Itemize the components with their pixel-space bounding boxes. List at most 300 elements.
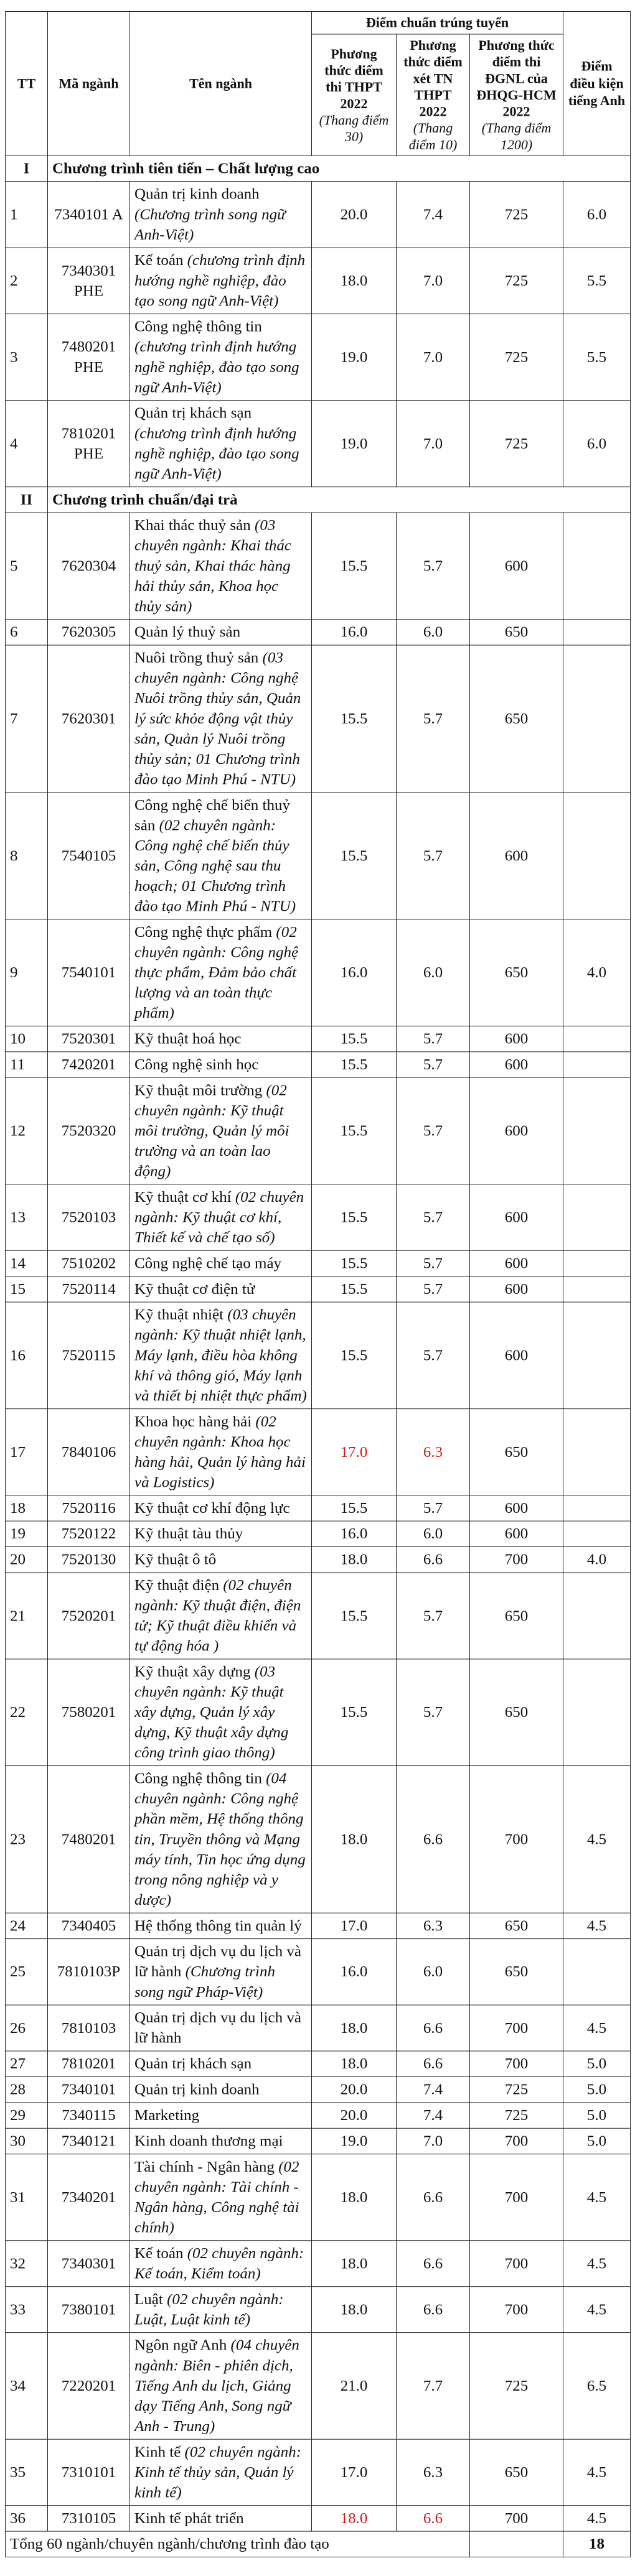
row-dgnl-score: 650 bbox=[470, 1573, 563, 1659]
footer-empty bbox=[470, 2531, 563, 2557]
table-row bbox=[6, 1250, 631, 1276]
row-code: 7520301 bbox=[48, 1026, 130, 1051]
row-eng-score: 4.0 bbox=[563, 919, 631, 1026]
row-dgnl-score: 700 bbox=[470, 2241, 563, 2287]
row-tn-score: 6.6 bbox=[397, 1766, 470, 1913]
row-tt: 29 bbox=[6, 2103, 48, 2128]
table-row bbox=[6, 919, 631, 1026]
row-code: 7340101 bbox=[48, 2076, 130, 2102]
row-name-main: Kế toán bbox=[134, 2245, 187, 2262]
row-tt: 27 bbox=[6, 2051, 48, 2076]
row-name bbox=[130, 1521, 312, 1546]
row-tn-score: 7.0 bbox=[397, 314, 470, 401]
row-thpt-score: 15.5 bbox=[312, 1302, 397, 1409]
row-code: 7810201 PHE bbox=[48, 401, 130, 487]
section-row bbox=[6, 156, 631, 181]
row-thpt-score: 15.5 bbox=[312, 1026, 397, 1051]
table-row bbox=[6, 1184, 631, 1250]
row-code: 7810103P bbox=[48, 1939, 130, 2005]
section-number: II bbox=[6, 487, 48, 513]
row-name-main: Ngôn ngữ Anh bbox=[134, 2337, 231, 2354]
row-tt: 22 bbox=[6, 1659, 48, 1766]
table-row bbox=[6, 1939, 631, 2005]
row-code: 7520114 bbox=[48, 1276, 130, 1302]
row-name bbox=[130, 1077, 312, 1184]
row-name-main: Kỹ thuật nhiệt bbox=[134, 1306, 228, 1324]
row-name-detail: (04 chuyên ngành: Biên - phiên dịch, Tiếng Anh du lịch, Giảng dạy Tiếng Anh, Song ngữ Anh - Trung) bbox=[134, 2337, 299, 2435]
row-name-detail: (chương trình định hướng nghề nghiệp, đào tạo song ngữ Anh-Việt) bbox=[134, 252, 306, 310]
row-tt: 1 bbox=[6, 182, 48, 248]
row-thpt-score: 19.0 bbox=[312, 2128, 397, 2154]
row-eng-score bbox=[563, 1026, 631, 1051]
row-name bbox=[130, 620, 312, 645]
row-tn-score: 7.0 bbox=[397, 401, 470, 487]
row-thpt-score: 20.0 bbox=[312, 2103, 397, 2128]
row-dgnl-score: 600 bbox=[470, 513, 563, 620]
row-tn-score: 5.7 bbox=[397, 1495, 470, 1521]
row-tt: 34 bbox=[6, 2333, 48, 2440]
row-tn-score: 5.7 bbox=[397, 1276, 470, 1302]
row-eng-score bbox=[563, 1276, 631, 1302]
row-thpt-score: 15.5 bbox=[312, 1077, 397, 1184]
row-eng-score: 5.5 bbox=[563, 314, 631, 401]
row-name-detail: (Chương trình song ngữ Anh-Việt) bbox=[134, 206, 286, 243]
row-code: 7520103 bbox=[48, 1184, 130, 1250]
table-header-row bbox=[6, 11, 631, 34]
row-dgnl-score: 700 bbox=[470, 2128, 563, 2154]
row-dgnl-score: 600 bbox=[470, 1184, 563, 1250]
row-name bbox=[130, 248, 312, 314]
row-thpt-score: 16.0 bbox=[312, 1521, 397, 1546]
row-thpt-score: 19.0 bbox=[312, 314, 397, 401]
row-name-main: Quản trị kinh doanh bbox=[134, 2081, 260, 2098]
row-thpt-score: 18.0 bbox=[312, 2154, 397, 2241]
row-eng-score bbox=[563, 1495, 631, 1521]
row-thpt-score: 15.5 bbox=[312, 1495, 397, 1521]
row-code: 7620305 bbox=[48, 620, 130, 645]
row-eng-score: 5.0 bbox=[563, 2103, 631, 2128]
row-eng-score bbox=[563, 513, 631, 620]
row-tn-score: 6.6 bbox=[397, 2154, 470, 2241]
table-row bbox=[6, 182, 631, 248]
row-dgnl-score: 650 bbox=[470, 645, 563, 793]
row-tn-score: 7.0 bbox=[397, 2128, 470, 2154]
row-tt: 30 bbox=[6, 2128, 48, 2154]
row-thpt-score: 15.5 bbox=[312, 1250, 397, 1276]
row-tt: 35 bbox=[6, 2439, 48, 2505]
table-row bbox=[6, 1521, 631, 1546]
row-name-detail: (03 chuyên ngành: Kỹ thuật xây dựng, Quản lý xây dựng, Kỹ thuật xây dựng công trình giao thông) bbox=[134, 1663, 289, 1762]
row-tn-score: 6.6 bbox=[397, 1547, 470, 1573]
row-tt: 12 bbox=[6, 1077, 48, 1184]
row-tt: 33 bbox=[6, 2287, 48, 2333]
row-thpt-score: 18.0 bbox=[312, 1766, 397, 1913]
row-name-main: Khai thác thuỷ sản bbox=[134, 517, 255, 534]
row-dgnl-score: 600 bbox=[470, 1052, 563, 1077]
row-tn-score: 5.7 bbox=[397, 513, 470, 620]
row-name bbox=[130, 1495, 312, 1521]
row-thpt-score: 17.0 bbox=[312, 1913, 397, 1938]
header-dgnl-scale: (Thang điểm 1200) bbox=[481, 120, 552, 152]
row-thpt-score: 16.0 bbox=[312, 620, 397, 645]
row-dgnl-score: 600 bbox=[470, 1276, 563, 1302]
row-tn-score: 5.7 bbox=[397, 1077, 470, 1184]
row-name-main: Công nghệ chế biến thuỷ sản bbox=[134, 797, 290, 834]
row-dgnl-score: 650 bbox=[470, 1659, 563, 1766]
row-tt: 3 bbox=[6, 314, 48, 401]
row-thpt-score: 20.0 bbox=[312, 182, 397, 248]
row-tt: 23 bbox=[6, 1766, 48, 1913]
row-eng-score: 5.0 bbox=[563, 2076, 631, 2102]
row-eng-score bbox=[563, 1939, 631, 2005]
row-tt: 10 bbox=[6, 1026, 48, 1051]
row-dgnl-score: 725 bbox=[470, 2076, 563, 2102]
row-name-detail: (03 chuyên ngành: Kỹ thuật nhiệt lạnh, Máy lạnh, điều hòa không khí và thông gió, Máy lạnh và thiết bị nhiệt thực phẩm) bbox=[134, 1306, 307, 1405]
row-name-detail: (02 chuyên ngành: Luật, Luật kinh tế) bbox=[134, 2291, 284, 2328]
row-code: 7520122 bbox=[48, 1521, 130, 1546]
row-eng-score bbox=[563, 1573, 631, 1659]
row-thpt-score: 20.0 bbox=[312, 2076, 397, 2102]
row-tt: 16 bbox=[6, 1302, 48, 1409]
row-name bbox=[130, 513, 312, 620]
row-code: 7380101 bbox=[48, 2287, 130, 2333]
header-eng: Điểm điều kiện tiếng Anh bbox=[563, 11, 631, 156]
row-tn-score: 7.0 bbox=[397, 248, 470, 314]
row-thpt-score: 15.5 bbox=[312, 1276, 397, 1302]
row-code: 7520320 bbox=[48, 1077, 130, 1184]
row-dgnl-score: 600 bbox=[470, 1250, 563, 1276]
row-name bbox=[130, 1026, 312, 1051]
row-name-main: Kỹ thuật cơ điện tử bbox=[134, 1281, 255, 1298]
row-tt: 15 bbox=[6, 1276, 48, 1302]
row-code: 7620304 bbox=[48, 513, 130, 620]
row-dgnl-score: 650 bbox=[470, 2439, 563, 2505]
row-code: 7540105 bbox=[48, 793, 130, 919]
row-name-detail: (Chương trình song ngữ Pháp-Việt) bbox=[134, 1963, 275, 2001]
row-eng-score bbox=[563, 1052, 631, 1077]
row-tn-score: 7.4 bbox=[397, 2076, 470, 2102]
row-eng-score bbox=[563, 1250, 631, 1276]
footer-row bbox=[6, 2531, 631, 2557]
row-name-detail: (02 chuyên ngành: Kỹ thuật môi trường, Quản lý môi trường và an toàn lao động) bbox=[134, 1082, 289, 1180]
row-tt: 20 bbox=[6, 1547, 48, 1573]
row-name-detail: (02 chuyên ngành: Công nghệ thực phẩm, Đảm bảo chất lượng và an toàn thực phẩm) bbox=[134, 924, 299, 1021]
table-row bbox=[6, 401, 631, 487]
row-name-main: Luật bbox=[134, 2291, 167, 2308]
row-tt: 18 bbox=[6, 1495, 48, 1521]
section-title: Chương trình chuẩn/đại trà bbox=[48, 487, 631, 513]
table-row bbox=[6, 1547, 631, 1573]
row-thpt-score: 17.0 bbox=[312, 1409, 397, 1495]
row-code: 7520115 bbox=[48, 1302, 130, 1409]
row-thpt-score: 18.0 bbox=[312, 2506, 397, 2531]
row-tn-score: 6.3 bbox=[397, 2439, 470, 2505]
row-name-detail: (03 chuyên ngành: Khai thác thuỷ sản, Khai thác hàng hải thủy sản, Khoa học thủy sản) bbox=[134, 517, 292, 615]
row-code: 7310105 bbox=[48, 2506, 130, 2531]
row-eng-score: 4.0 bbox=[563, 1547, 631, 1573]
row-name-main: Khoa học hàng hải bbox=[134, 1413, 256, 1430]
row-dgnl-score: 725 bbox=[470, 2333, 563, 2440]
row-tn-score: 6.0 bbox=[397, 1939, 470, 2005]
row-thpt-score: 18.0 bbox=[312, 2051, 397, 2076]
row-eng-score: 6.5 bbox=[563, 2333, 631, 2440]
row-tt: 4 bbox=[6, 401, 48, 487]
row-tt: 2 bbox=[6, 248, 48, 314]
row-name-detail: (chương trình định hướng nghề nghiệp, đào tạo song ngữ Anh-Việt) bbox=[134, 338, 299, 396]
row-eng-score: 6.0 bbox=[563, 401, 631, 487]
row-tn-score: 7.4 bbox=[397, 2103, 470, 2128]
row-tt: 32 bbox=[6, 2241, 48, 2287]
row-tn-score: 5.7 bbox=[397, 1659, 470, 1766]
row-tt: 6 bbox=[6, 620, 48, 645]
row-tt: 9 bbox=[6, 919, 48, 1026]
section-number: I bbox=[6, 156, 48, 181]
row-name bbox=[130, 1547, 312, 1573]
row-name bbox=[130, 2333, 312, 2440]
row-thpt-score: 15.5 bbox=[312, 1052, 397, 1077]
row-tn-score: 5.7 bbox=[397, 1026, 470, 1051]
row-name-main: Công nghệ thông tin bbox=[134, 318, 262, 335]
row-code: 7540101 bbox=[48, 919, 130, 1026]
row-tn-score: 6.3 bbox=[397, 1913, 470, 1938]
row-tt: 26 bbox=[6, 2005, 48, 2051]
row-tn-score: 5.7 bbox=[397, 1302, 470, 1409]
row-name-detail: (03 chuyên ngành: Công nghệ Nuôi trồng thủy sản, Quản lý sức khỏe động vật thủy sản, Quản lý Nuôi trồng thủy sản; 01 Chương trình đào tạo Minh Phú - NTU) bbox=[134, 649, 301, 788]
table-row bbox=[6, 2005, 631, 2051]
admission-scores-table bbox=[5, 11, 631, 2557]
row-tn-score: 6.0 bbox=[397, 1521, 470, 1546]
row-code: 7340301 bbox=[48, 2241, 130, 2287]
row-dgnl-score: 600 bbox=[470, 1302, 563, 1409]
row-thpt-score: 18.0 bbox=[312, 2005, 397, 2051]
header-code: Mã ngành bbox=[48, 11, 130, 156]
header-tn-scale: (Thang điểm 10) bbox=[408, 120, 458, 152]
row-name-main: Công nghệ sinh học bbox=[134, 1056, 259, 1073]
row-tt: 8 bbox=[6, 793, 48, 919]
row-tn-score: 6.3 bbox=[397, 1409, 470, 1495]
row-name bbox=[130, 1573, 312, 1659]
row-name-main: Quản trị dịch vụ du lịch và lữ hành bbox=[134, 2009, 301, 2047]
table-row bbox=[6, 1052, 631, 1077]
row-name-main: Kỹ thuật hoá học bbox=[134, 1030, 242, 1048]
row-name-main: Kỹ thuật cơ khí động lực bbox=[134, 1500, 290, 1517]
row-name-main: Kỹ thuật xây dựng bbox=[134, 1663, 255, 1680]
row-name bbox=[130, 1184, 312, 1250]
row-name bbox=[130, 1276, 312, 1302]
row-tn-score: 5.7 bbox=[397, 1250, 470, 1276]
row-name-detail: (02 chuyên ngành: Kinh tế thủy sản, Quản lý kinh tế) bbox=[134, 2443, 301, 2501]
row-thpt-score: 15.5 bbox=[312, 1659, 397, 1766]
row-thpt-score: 15.5 bbox=[312, 645, 397, 793]
row-name bbox=[130, 645, 312, 793]
row-name-main: Kỹ thuật tàu thủy bbox=[134, 1525, 243, 1543]
row-name-main: Hệ thống thông tin quản lý bbox=[134, 1917, 302, 1935]
header-thpt: Phương thức điểm thi THPT 2022 (Thang điểm 30) bbox=[312, 34, 397, 156]
row-eng-score: 4.5 bbox=[563, 2005, 631, 2051]
table-row bbox=[6, 2506, 631, 2531]
row-dgnl-score: 600 bbox=[470, 793, 563, 919]
row-eng-score bbox=[563, 620, 631, 645]
table-row bbox=[6, 1276, 631, 1302]
row-eng-score: 5.5 bbox=[563, 248, 631, 314]
row-name-detail: (04 chuyên ngành: Công nghệ phần mềm, Hệ thống thông tin, Truyền thông và Mạng máy tính, Tin học ứng dụng trong nông nghiệp và y dược) bbox=[134, 1770, 306, 1909]
row-name bbox=[130, 2051, 312, 2076]
row-dgnl-score: 700 bbox=[470, 1547, 563, 1573]
row-eng-score bbox=[563, 1077, 631, 1184]
row-name-main: Quản trị kinh doanh bbox=[134, 186, 260, 203]
table-row bbox=[6, 2333, 631, 2440]
row-code: 7310101 bbox=[48, 2439, 130, 2505]
table-row bbox=[6, 2076, 631, 2102]
row-name-main: Kinh tế phát triển bbox=[134, 2510, 244, 2527]
row-name bbox=[130, 2287, 312, 2333]
row-thpt-score: 18.0 bbox=[312, 248, 397, 314]
row-name bbox=[130, 1302, 312, 1409]
section-row bbox=[6, 487, 631, 513]
table-row bbox=[6, 2287, 631, 2333]
row-thpt-score: 17.0 bbox=[312, 2439, 397, 2505]
row-code: 7510202 bbox=[48, 1250, 130, 1276]
row-name-main: Kinh tế bbox=[134, 2443, 185, 2461]
row-name bbox=[130, 2128, 312, 2154]
row-dgnl-score: 600 bbox=[470, 1077, 563, 1184]
row-eng-score bbox=[563, 1409, 631, 1495]
row-code: 7620301 bbox=[48, 645, 130, 793]
row-name bbox=[130, 2076, 312, 2102]
row-dgnl-score: 725 bbox=[470, 248, 563, 314]
row-name bbox=[130, 1250, 312, 1276]
row-code: 7580201 bbox=[48, 1659, 130, 1766]
row-eng-score: 4.5 bbox=[563, 1766, 631, 1913]
row-eng-score: 4.5 bbox=[563, 2154, 631, 2241]
row-dgnl-score: 700 bbox=[470, 2005, 563, 2051]
row-eng-score bbox=[563, 1184, 631, 1250]
row-tt: 31 bbox=[6, 2154, 48, 2241]
table-row bbox=[6, 1573, 631, 1659]
row-tn-score: 6.6 bbox=[397, 2241, 470, 2287]
header-dgnl: Phương thức điểm thi ĐGNL của ĐHQG-HCM 2022 (Thang điểm 1200) bbox=[470, 34, 563, 156]
table-row bbox=[6, 1302, 631, 1409]
row-name-main: Quản lý thuỷ sản bbox=[134, 624, 241, 641]
table-row bbox=[6, 314, 631, 401]
row-name-main: Nuôi trồng thuỷ sản bbox=[134, 649, 263, 667]
row-code: 7520201 bbox=[48, 1573, 130, 1659]
table-row bbox=[6, 645, 631, 793]
row-name bbox=[130, 182, 312, 248]
row-name bbox=[130, 2439, 312, 2505]
row-thpt-score: 18.0 bbox=[312, 2287, 397, 2333]
row-tn-score: 7.7 bbox=[397, 2333, 470, 2440]
row-name-detail: (02 chuyên ngành: Kỹ thuật cơ khí, Thiết kế và chế tạo số) bbox=[134, 1189, 304, 1246]
table-row bbox=[6, 2051, 631, 2076]
row-dgnl-score: 650 bbox=[470, 1939, 563, 2005]
row-name bbox=[130, 1659, 312, 1766]
row-tn-score: 6.6 bbox=[397, 2005, 470, 2051]
row-name bbox=[130, 314, 312, 401]
row-code: 7480201 PHE bbox=[48, 314, 130, 401]
row-tt: 28 bbox=[6, 2076, 48, 2102]
row-thpt-score: 15.5 bbox=[312, 513, 397, 620]
row-dgnl-score: 600 bbox=[470, 1495, 563, 1521]
table-body bbox=[6, 156, 631, 2557]
header-group: Điểm chuẩn trúng tuyển bbox=[312, 11, 563, 34]
row-name-detail: (chương trình định hướng nghề nghiệp, đào tạo song ngữ Anh-Việt) bbox=[134, 425, 299, 483]
row-dgnl-score: 650 bbox=[470, 1913, 563, 1938]
row-eng-score: 5.0 bbox=[563, 2051, 631, 2076]
row-eng-score bbox=[563, 1659, 631, 1766]
row-name-main: Quản trị khách sạn bbox=[134, 2055, 252, 2073]
row-dgnl-score: 700 bbox=[470, 1766, 563, 1913]
row-tn-score: 5.7 bbox=[397, 1184, 470, 1250]
row-eng-score bbox=[563, 793, 631, 919]
table-row bbox=[6, 2103, 631, 2128]
row-eng-score bbox=[563, 1302, 631, 1409]
row-code: 7340115 bbox=[48, 2103, 130, 2128]
row-dgnl-score: 700 bbox=[470, 2154, 563, 2241]
row-eng-score: 5.0 bbox=[563, 2128, 631, 2154]
row-thpt-score: 15.5 bbox=[312, 793, 397, 919]
row-tt: 7 bbox=[6, 645, 48, 793]
row-thpt-score: 16.0 bbox=[312, 1939, 397, 2005]
row-eng-score: 4.5 bbox=[563, 2241, 631, 2287]
row-tt: 25 bbox=[6, 1939, 48, 2005]
row-eng-score: 4.5 bbox=[563, 2287, 631, 2333]
row-name-main: Marketing bbox=[134, 2107, 200, 2124]
row-code: 7340101 A bbox=[48, 182, 130, 248]
row-name-main: Công nghệ chế tạo máy bbox=[134, 1255, 282, 1272]
row-tn-score: 6.6 bbox=[397, 2051, 470, 2076]
row-name bbox=[130, 1913, 312, 1938]
row-thpt-score: 16.0 bbox=[312, 919, 397, 1026]
row-code: 7840106 bbox=[48, 1409, 130, 1495]
row-code: 7810201 bbox=[48, 2051, 130, 2076]
footer-count: 18 bbox=[563, 2531, 631, 2557]
row-dgnl-score: 725 bbox=[470, 401, 563, 487]
row-name-main: Tài chính - Ngân hàng bbox=[134, 2159, 279, 2175]
row-thpt-score: 15.5 bbox=[312, 1573, 397, 1659]
table-row bbox=[6, 1495, 631, 1521]
row-tt: 24 bbox=[6, 1913, 48, 1938]
table-row bbox=[6, 793, 631, 919]
row-code: 7420201 bbox=[48, 1052, 130, 1077]
table-row bbox=[6, 620, 631, 645]
row-tt: 13 bbox=[6, 1184, 48, 1250]
table-row bbox=[6, 1766, 631, 1913]
section-title: Chương trình tiên tiến – Chất lượng cao bbox=[48, 156, 631, 181]
row-name-main: Kỹ thuật điện bbox=[134, 1577, 223, 1594]
table-row bbox=[6, 1409, 631, 1495]
row-code: 7480201 bbox=[48, 1766, 130, 1913]
row-name-detail: (02 chuyên ngành: Kỹ thuật điện, điện tử; Kỹ thuật điều khiển và tự động hóa ) bbox=[134, 1577, 301, 1655]
row-tt: 17 bbox=[6, 1409, 48, 1495]
table-row bbox=[6, 1913, 631, 1938]
row-name-main: Quản trị dịch vụ du lịch và lữ hành bbox=[134, 1943, 301, 1981]
row-name bbox=[130, 2103, 312, 2128]
row-eng-score: 6.0 bbox=[563, 182, 631, 248]
row-tt: 21 bbox=[6, 1573, 48, 1659]
row-thpt-score: 18.0 bbox=[312, 1547, 397, 1573]
row-tt: 19 bbox=[6, 1521, 48, 1546]
table-row bbox=[6, 513, 631, 620]
table-row bbox=[6, 1659, 631, 1766]
header-name: Tên ngành bbox=[130, 11, 312, 156]
row-tt: 5 bbox=[6, 513, 48, 620]
row-name bbox=[130, 1939, 312, 2005]
header-tn: Phương thức điểm xét TN THPT 2022 (Thang điểm 10) bbox=[397, 34, 470, 156]
row-dgnl-score: 650 bbox=[470, 919, 563, 1026]
row-name-detail: (02 chuyên ngành: Khoa học hàng hải, Quản lý hàng hải và Logistics) bbox=[134, 1413, 306, 1491]
row-code: 7810103 bbox=[48, 2005, 130, 2051]
